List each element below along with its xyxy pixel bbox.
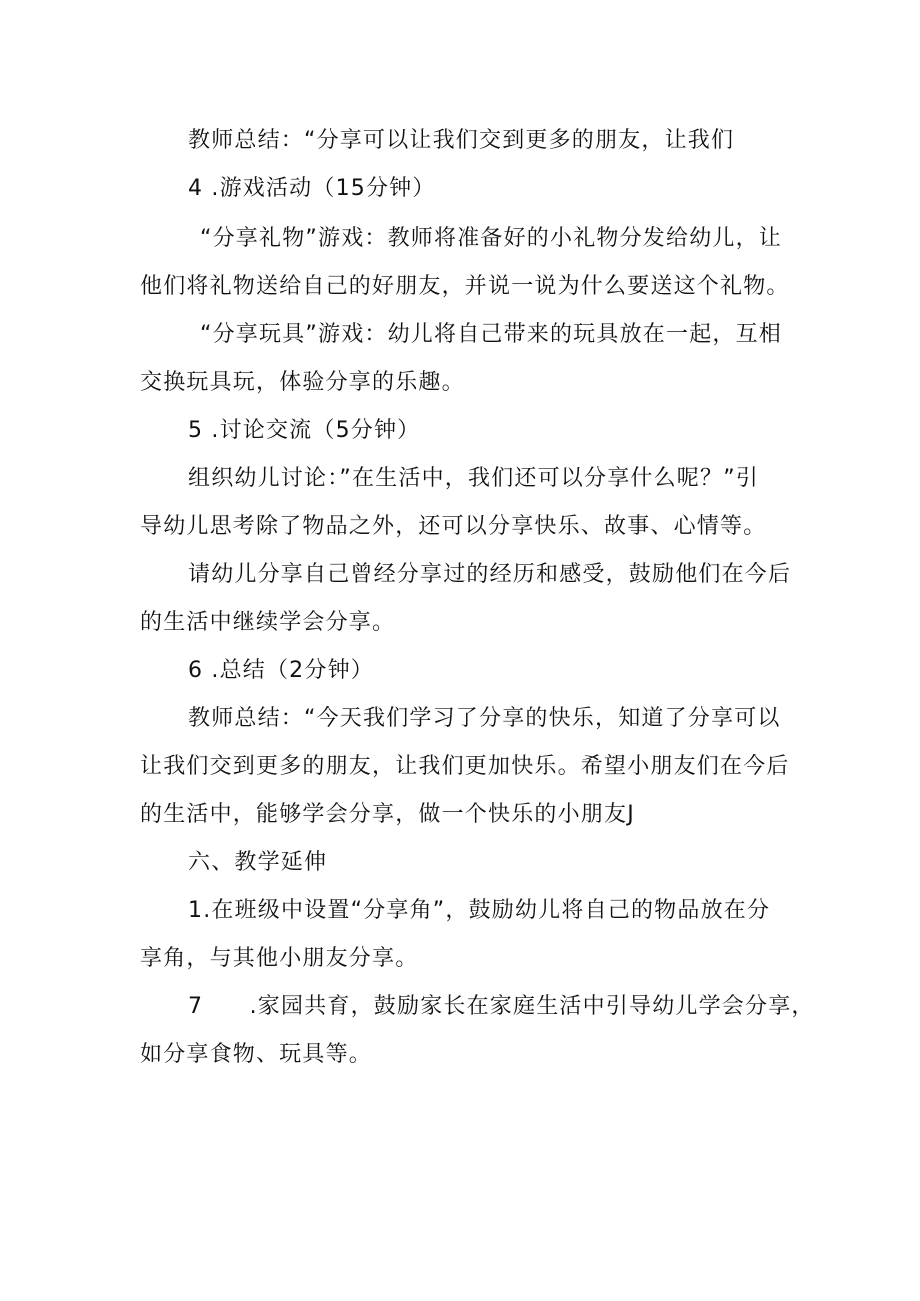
paragraph-line: 让我们交到更多的朋友，让我们更加快乐。希望小朋友们在今后 <box>140 754 790 779</box>
paragraph-line: 请幼儿分享自己曾经分享过的经历和感受，鼓励他们在今后 <box>188 562 792 587</box>
paragraph-line: 他们将礼物送给自己的好朋友，并说一说为什么要送这个礼物。 <box>140 274 790 299</box>
section-heading: 6 .总结（2分钟） <box>188 658 374 683</box>
paragraph-line: 的生活中，能够学会分享，做一个快乐的小朋友J <box>140 802 635 827</box>
paragraph-line: “分享礼物”游戏：教师将准备好的小礼物分发给幼儿，让 <box>200 226 782 251</box>
paragraph-line: 教师总结：“今天我们学习了分享的快乐，知道了分享可以 <box>188 706 781 731</box>
paragraph-line: 7 .家园共育，鼓励家长在家庭生活中引导幼儿学会分享， <box>188 994 815 1019</box>
paragraph-line: “分享玩具”游戏：幼儿将自己带来的玩具放在一起，互相 <box>200 322 782 347</box>
paragraph-line: 教师总结：“分享可以让我们交到更多的朋友，让我们 <box>188 128 735 153</box>
paragraph-line: 组织幼儿讨论：”在生活中，我们还可以分享什么呢？”引 <box>188 466 759 491</box>
paragraph-line: 1.在班级中设置“分享角”，鼓励幼儿将自己的物品放在分 <box>188 898 771 923</box>
section-heading: 4 .游戏活动（15分钟） <box>188 176 436 201</box>
paragraph-line: 享角，与其他小朋友分享。 <box>140 946 419 971</box>
paragraph-line: 导幼儿思考除了物品之外，还可以分享快乐、故事、心情等。 <box>140 514 767 539</box>
paragraph-line: 交换玩具玩，体验分享的乐趣。 <box>140 370 465 395</box>
section-heading: 5 .讨论交流（5分钟） <box>188 418 421 443</box>
paragraph-line: 的生活中继续学会分享。 <box>140 610 396 635</box>
paragraph-line: 如分享食物、玩具等。 <box>140 1042 373 1067</box>
section-heading: 六、教学延伸 <box>188 850 328 875</box>
